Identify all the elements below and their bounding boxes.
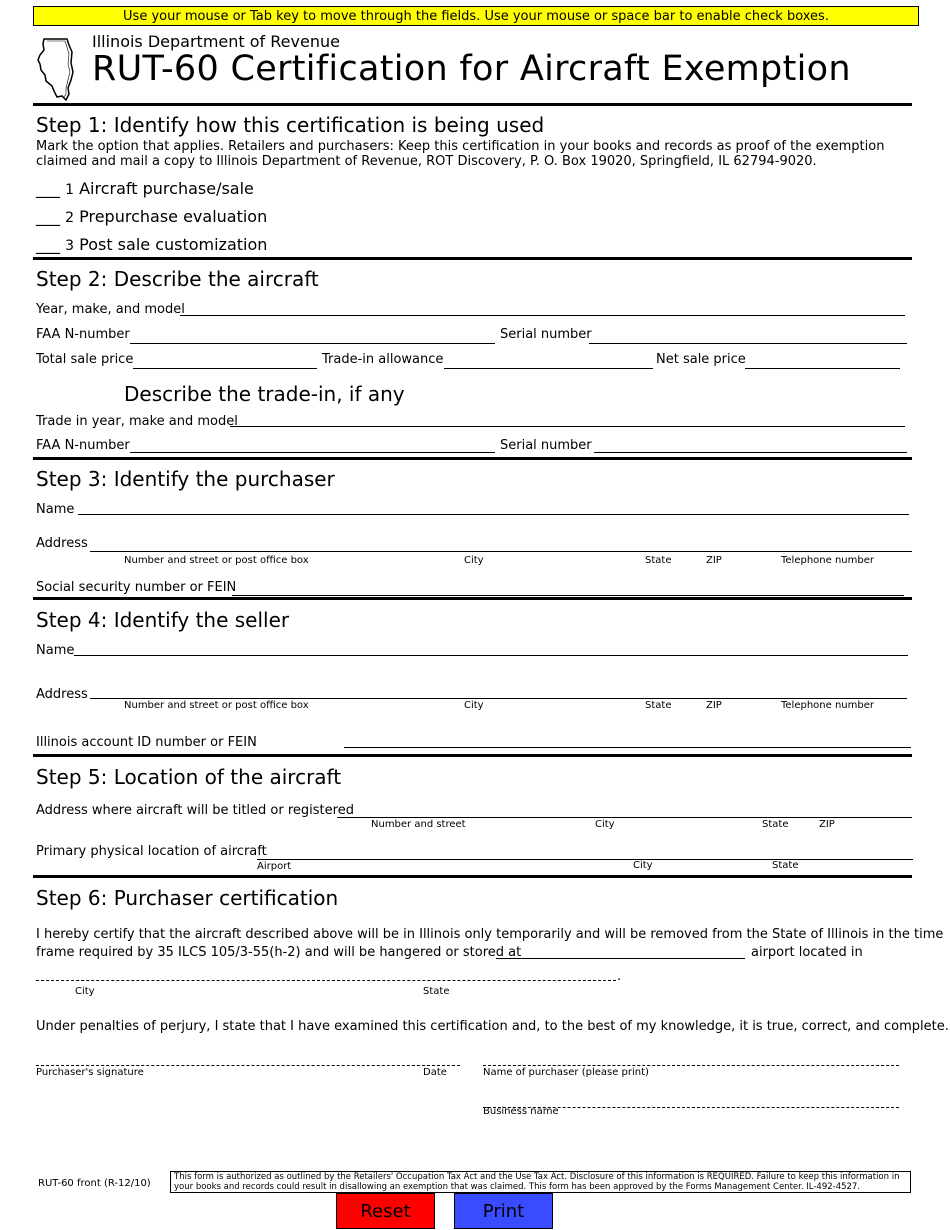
ssn-fein-input[interactable] [232, 579, 904, 596]
purchaser-address-label: Address [36, 536, 88, 551]
seller-name-input[interactable] [74, 639, 908, 656]
account-id-input[interactable] [344, 731, 911, 748]
sub-label-airport: Airport [257, 861, 292, 872]
option-blank: ___ [36, 179, 60, 198]
section-divider [33, 257, 912, 260]
trade-faa-n-number-label: FAA N-number [36, 438, 130, 453]
section-divider [33, 457, 912, 460]
trade-in-allowance-label: Trade-in allowance [322, 352, 444, 367]
airport-located-in-text: airport located in [751, 945, 863, 960]
trade-serial-number-label: Serial number [500, 438, 592, 453]
titled-address-label: Address where aircraft will be titled or registered [36, 803, 354, 818]
sub-label-state: State [762, 819, 789, 830]
serial-number-label: Serial number [500, 327, 592, 342]
trade-in-allowance-input[interactable] [444, 352, 653, 369]
trade-in-year-label: Trade in year, make and model [36, 414, 238, 429]
step5-heading: Step 5: Location of the aircraft [36, 765, 342, 789]
purchaser-name-label: Name [36, 502, 75, 517]
sub-label-street: Number and street or post office box [124, 555, 309, 566]
option-number: 2 [65, 210, 75, 226]
option-prepurchase-evaluation[interactable] [36, 207, 267, 226]
seller-address-label: Address [36, 687, 88, 702]
option-label: Prepurchase evaluation [79, 207, 268, 226]
trade-serial-number-input[interactable] [594, 436, 907, 453]
step1-heading: Step 1: Identify how this certification is being used [36, 113, 545, 137]
purchaser-print-name-input[interactable] [483, 1049, 899, 1066]
sub-label-street: Number and street [371, 819, 466, 830]
purchaser-signature-input[interactable] [36, 1049, 460, 1066]
purchaser-print-name-label: Name of purchaser (please print) [483, 1067, 649, 1078]
sub-label-state: State [772, 860, 799, 871]
sub-label-zip: ZIP [819, 819, 835, 830]
total-sale-price-input[interactable] [133, 352, 317, 369]
form-title: RUT-60 Certification for Aircraft Exemption [92, 49, 851, 89]
sub-label-city: City [464, 700, 484, 711]
option-aircraft-purchase[interactable] [36, 179, 254, 198]
seller-address-input[interactable] [90, 682, 907, 699]
section-divider [33, 875, 912, 878]
sub-label-state: State [645, 555, 672, 566]
sub-label-state: State [645, 700, 672, 711]
account-id-label: Illinois account ID number or FEIN [36, 735, 257, 750]
year-make-model-input[interactable] [180, 299, 905, 316]
serial-number-input[interactable] [589, 327, 907, 344]
sub-label-city: City [595, 819, 615, 830]
reset-button[interactable]: Reset [336, 1193, 435, 1229]
certification-line-2: frame required by 35 ILCS 105/3-55(h-2) and will be hangered or stored at [36, 945, 522, 960]
sub-label-city: City [75, 986, 95, 997]
form-id: RUT-60 front (R-12/10) [38, 1178, 151, 1189]
sub-label-zip: ZIP [706, 555, 722, 566]
sub-label-state: State [423, 986, 450, 997]
illinois-state-icon [36, 36, 78, 102]
purchaser-name-input[interactable] [78, 498, 909, 515]
year-make-model-label: Year, make, and model [36, 302, 185, 317]
option-number: 3 [65, 238, 75, 254]
sub-label-street: Number and street or post office box [124, 700, 309, 711]
net-sale-price-input[interactable] [745, 352, 900, 369]
perjury-statement: Under penalties of perjury, I state that I have examined this certification and, to the best of my knowledge, it is true, correct, and complete. [36, 1019, 949, 1034]
primary-location-input[interactable] [257, 843, 913, 860]
ssn-fein-label: Social security number or FEIN [36, 580, 237, 595]
net-sale-price-label: Net sale price [656, 352, 746, 367]
sub-label-telephone: Telephone number [781, 700, 874, 711]
signature-label: Purchaser's signature [36, 1067, 144, 1078]
sub-label-city: City [633, 860, 653, 871]
option-number: 1 [65, 182, 75, 198]
legal-notice: This form is authorized as outlined by the Retailers' Occupation Tax Act and the Use Tax Act. Disclosure of this information is REQUIRED. Failure to keep this information in your books and records could result in disallowing an exemption that was claimed. This form has been approved by the Forms Management Center. IL-492-4527. [170, 1171, 911, 1193]
titled-address-input[interactable] [337, 801, 912, 818]
airport-stored-input[interactable] [496, 942, 745, 959]
step3-heading: Step 3: Identify the purchaser [36, 467, 335, 491]
step1-instructions: Mark the option that applies. Retailers and purchasers: Keep this certification in your books and records as proof of the exemption claimed and mail a copy to Illinois Department of Revenue, ROT Discovery, P. O. Box 19020, Springfield, IL 62794-9020. [36, 139, 885, 169]
faa-n-number-input[interactable] [130, 327, 495, 344]
city-state-input[interactable] [36, 964, 616, 981]
step4-heading: Step 4: Identify the seller [36, 608, 290, 632]
instruction-banner: Use your mouse or Tab key to move through the fields. Use your mouse or space bar to enable check boxes. [33, 6, 919, 26]
business-name-label: Business name [483, 1106, 559, 1117]
option-post-sale-customization[interactable] [36, 235, 267, 254]
total-sale-price-label: Total sale price [36, 352, 134, 367]
section-divider [33, 103, 912, 106]
seller-name-label: Name [36, 643, 75, 658]
print-button[interactable]: Print [454, 1193, 553, 1229]
step6-heading: Step 6: Purchaser certification [36, 886, 339, 910]
option-blank: ___ [36, 235, 60, 254]
section-divider [33, 754, 912, 757]
certification-line-1: I hereby certify that the aircraft described above will be in Illinois only temporarily and will be removed from the State of Illinois in the time [36, 927, 944, 942]
date-label: Date [423, 1067, 447, 1078]
option-label: Post sale customization [79, 235, 268, 254]
trade-in-year-input[interactable] [230, 410, 905, 427]
sub-label-telephone: Telephone number [781, 555, 874, 566]
purchaser-address-input[interactable] [90, 535, 912, 552]
option-label: Aircraft purchase/sale [79, 179, 254, 198]
section-divider [33, 597, 912, 600]
option-blank: ___ [36, 207, 60, 226]
sub-label-city: City [464, 555, 484, 566]
period-text: . [617, 969, 622, 984]
faa-n-number-label: FAA N-number [36, 327, 130, 342]
step2-heading: Step 2: Describe the aircraft [36, 267, 319, 291]
agency-name: Illinois Department of Revenue [92, 32, 340, 51]
primary-location-label: Primary physical location of aircraft [36, 844, 267, 859]
trade-faa-n-number-input[interactable] [130, 436, 495, 453]
sub-label-zip: ZIP [706, 700, 722, 711]
tradein-heading: Describe the trade-in, if any [124, 382, 405, 406]
